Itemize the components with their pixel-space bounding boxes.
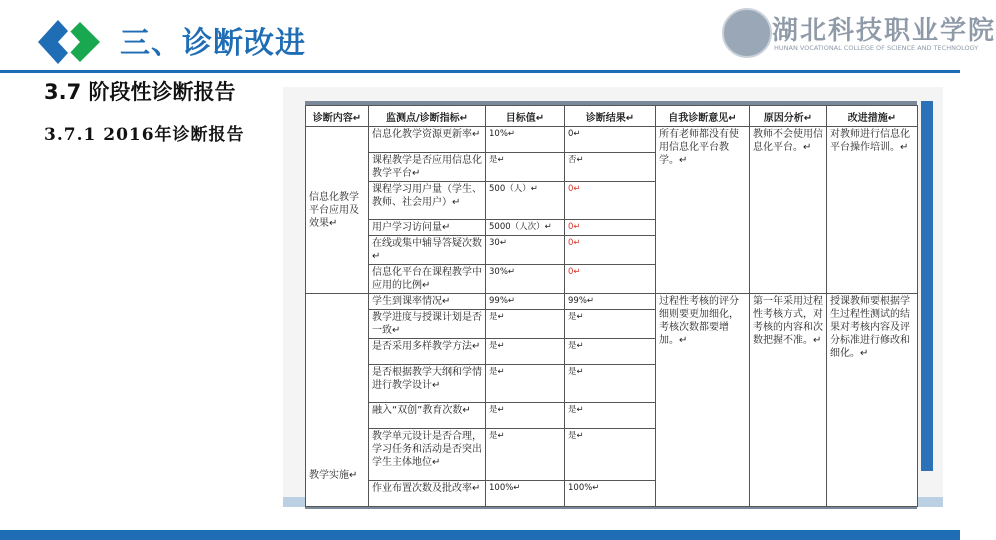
indicator-cell: 课程学习用户量（学生、教师、社会用户）↵ <box>369 182 486 220</box>
target-cell: 99%↵ <box>486 294 565 310</box>
opinion-cell: 过程性考核的评分细则要更加细化，考核次数都要增加。↵ <box>656 294 750 507</box>
school-name: 湖北科技职业学院 <box>772 16 996 46</box>
indicator-cell: 是否根据教学大纲和学情进行教学设计↵ <box>369 365 486 403</box>
diagnosis-content-cell: 教学实施↵ <box>306 294 369 507</box>
diamond-logo-icon <box>36 18 106 68</box>
result-cell: 99%↵ <box>565 294 656 310</box>
target-cell: 5000（人次）↵ <box>486 220 565 236</box>
result-cell: 是↵ <box>565 403 656 429</box>
diagnosis-table <box>305 105 918 507</box>
sub-title: 3.7.1 2016年诊断报告 <box>44 125 245 145</box>
report-table-image <box>283 87 943 507</box>
table-row <box>306 127 918 153</box>
target-cell: 是↵ <box>486 365 565 403</box>
indicator-cell: 在线或集中辅导答疑次数↵ <box>369 236 486 265</box>
indicator-cell: 融入“双创”教育次数↵ <box>369 403 486 429</box>
school-logo <box>722 8 996 60</box>
result-cell: 是↵ <box>565 339 656 365</box>
target-cell: 是↵ <box>486 429 565 481</box>
measure-cell: 授课教师要根据学生过程性测试的结果对考核内容及评分标准进行修改和细化。↵ <box>827 294 918 507</box>
header-cell: 原因分析↵ <box>750 106 827 127</box>
header-cell: 诊断内容↵ <box>306 106 369 127</box>
header-cell: 改进措施↵ <box>827 106 918 127</box>
result-cell: 是↵ <box>565 365 656 403</box>
target-cell: 是↵ <box>486 153 565 182</box>
target-cell: 30%↵ <box>486 265 565 294</box>
indicator-cell: 作业布置次数及批改率↵ <box>369 481 486 507</box>
indicator-cell: 教学进度与授课计划是否一致↵ <box>369 310 486 339</box>
result-cell: 0↵ <box>565 236 656 265</box>
target-cell: 是↵ <box>486 403 565 429</box>
reason-cell: 第一年采用过程性考核方式，对考核的内容和次数把握不准。↵ <box>750 294 827 507</box>
school-seal-icon <box>722 8 772 58</box>
result-cell: 0↵ <box>565 182 656 220</box>
indicator-cell: 信息化教学资源更新率↵ <box>369 127 486 153</box>
table-row <box>306 294 918 310</box>
indicator-cell: 用户学习访问量↵ <box>369 220 486 236</box>
result-cell: 是↵ <box>565 310 656 339</box>
target-cell: 100%↵ <box>486 481 565 507</box>
result-cell: 是↵ <box>565 429 656 481</box>
result-cell: 100%↵ <box>565 481 656 507</box>
indicator-cell: 课程教学是否应用信息化教学平台↵ <box>369 153 486 182</box>
header-cell: 监测点/诊断指标↵ <box>369 106 486 127</box>
header-divider <box>0 70 960 73</box>
target-cell: 10%↵ <box>486 127 565 153</box>
table-container <box>305 101 917 509</box>
table-header-row <box>306 106 918 127</box>
diagnosis-content-cell: 信息化教学平台应用及效果↵ <box>306 127 369 294</box>
target-cell: 500（人）↵ <box>486 182 565 220</box>
school-name-en: HUNAN VOCATIONAL COLLEGE OF SCIENCE AND TECHNOLOGY <box>774 44 979 52</box>
section-title: 3.7 阶段性诊断报告 <box>44 80 236 104</box>
page-title: 三、诊断改进 <box>120 26 306 61</box>
result-cell: 否↵ <box>565 153 656 182</box>
indicator-cell: 是否采用多样教学方法↵ <box>369 339 486 365</box>
result-cell: 0↵ <box>565 127 656 153</box>
target-cell: 是↵ <box>486 339 565 365</box>
target-cell: 30↵ <box>486 236 565 265</box>
reason-cell: 教师不会使用信息化平台。↵ <box>750 127 827 294</box>
indicator-cell: 教学单元设计是否合理，学习任务和活动是否突出学生主体地位↵ <box>369 429 486 481</box>
header-cell: 自我诊断意见↵ <box>656 106 750 127</box>
indicator-cell: 信息化平台在课程教学中应用的比例↵ <box>369 265 486 294</box>
result-cell: 0↵ <box>565 220 656 236</box>
indicator-cell: 学生到课率情况↵ <box>369 294 486 310</box>
measure-cell: 对教师进行信息化平台操作培训。↵ <box>827 127 918 294</box>
header-cell: 诊断结果↵ <box>565 106 656 127</box>
target-cell: 是↵ <box>486 310 565 339</box>
decor-stripe-right <box>921 101 933 471</box>
opinion-cell: 所有老师都没有使用信息化平台教学。↵ <box>656 127 750 294</box>
header-cell: 目标值↵ <box>486 106 565 127</box>
footer-bar <box>0 530 960 540</box>
result-cell: 0↵ <box>565 265 656 294</box>
